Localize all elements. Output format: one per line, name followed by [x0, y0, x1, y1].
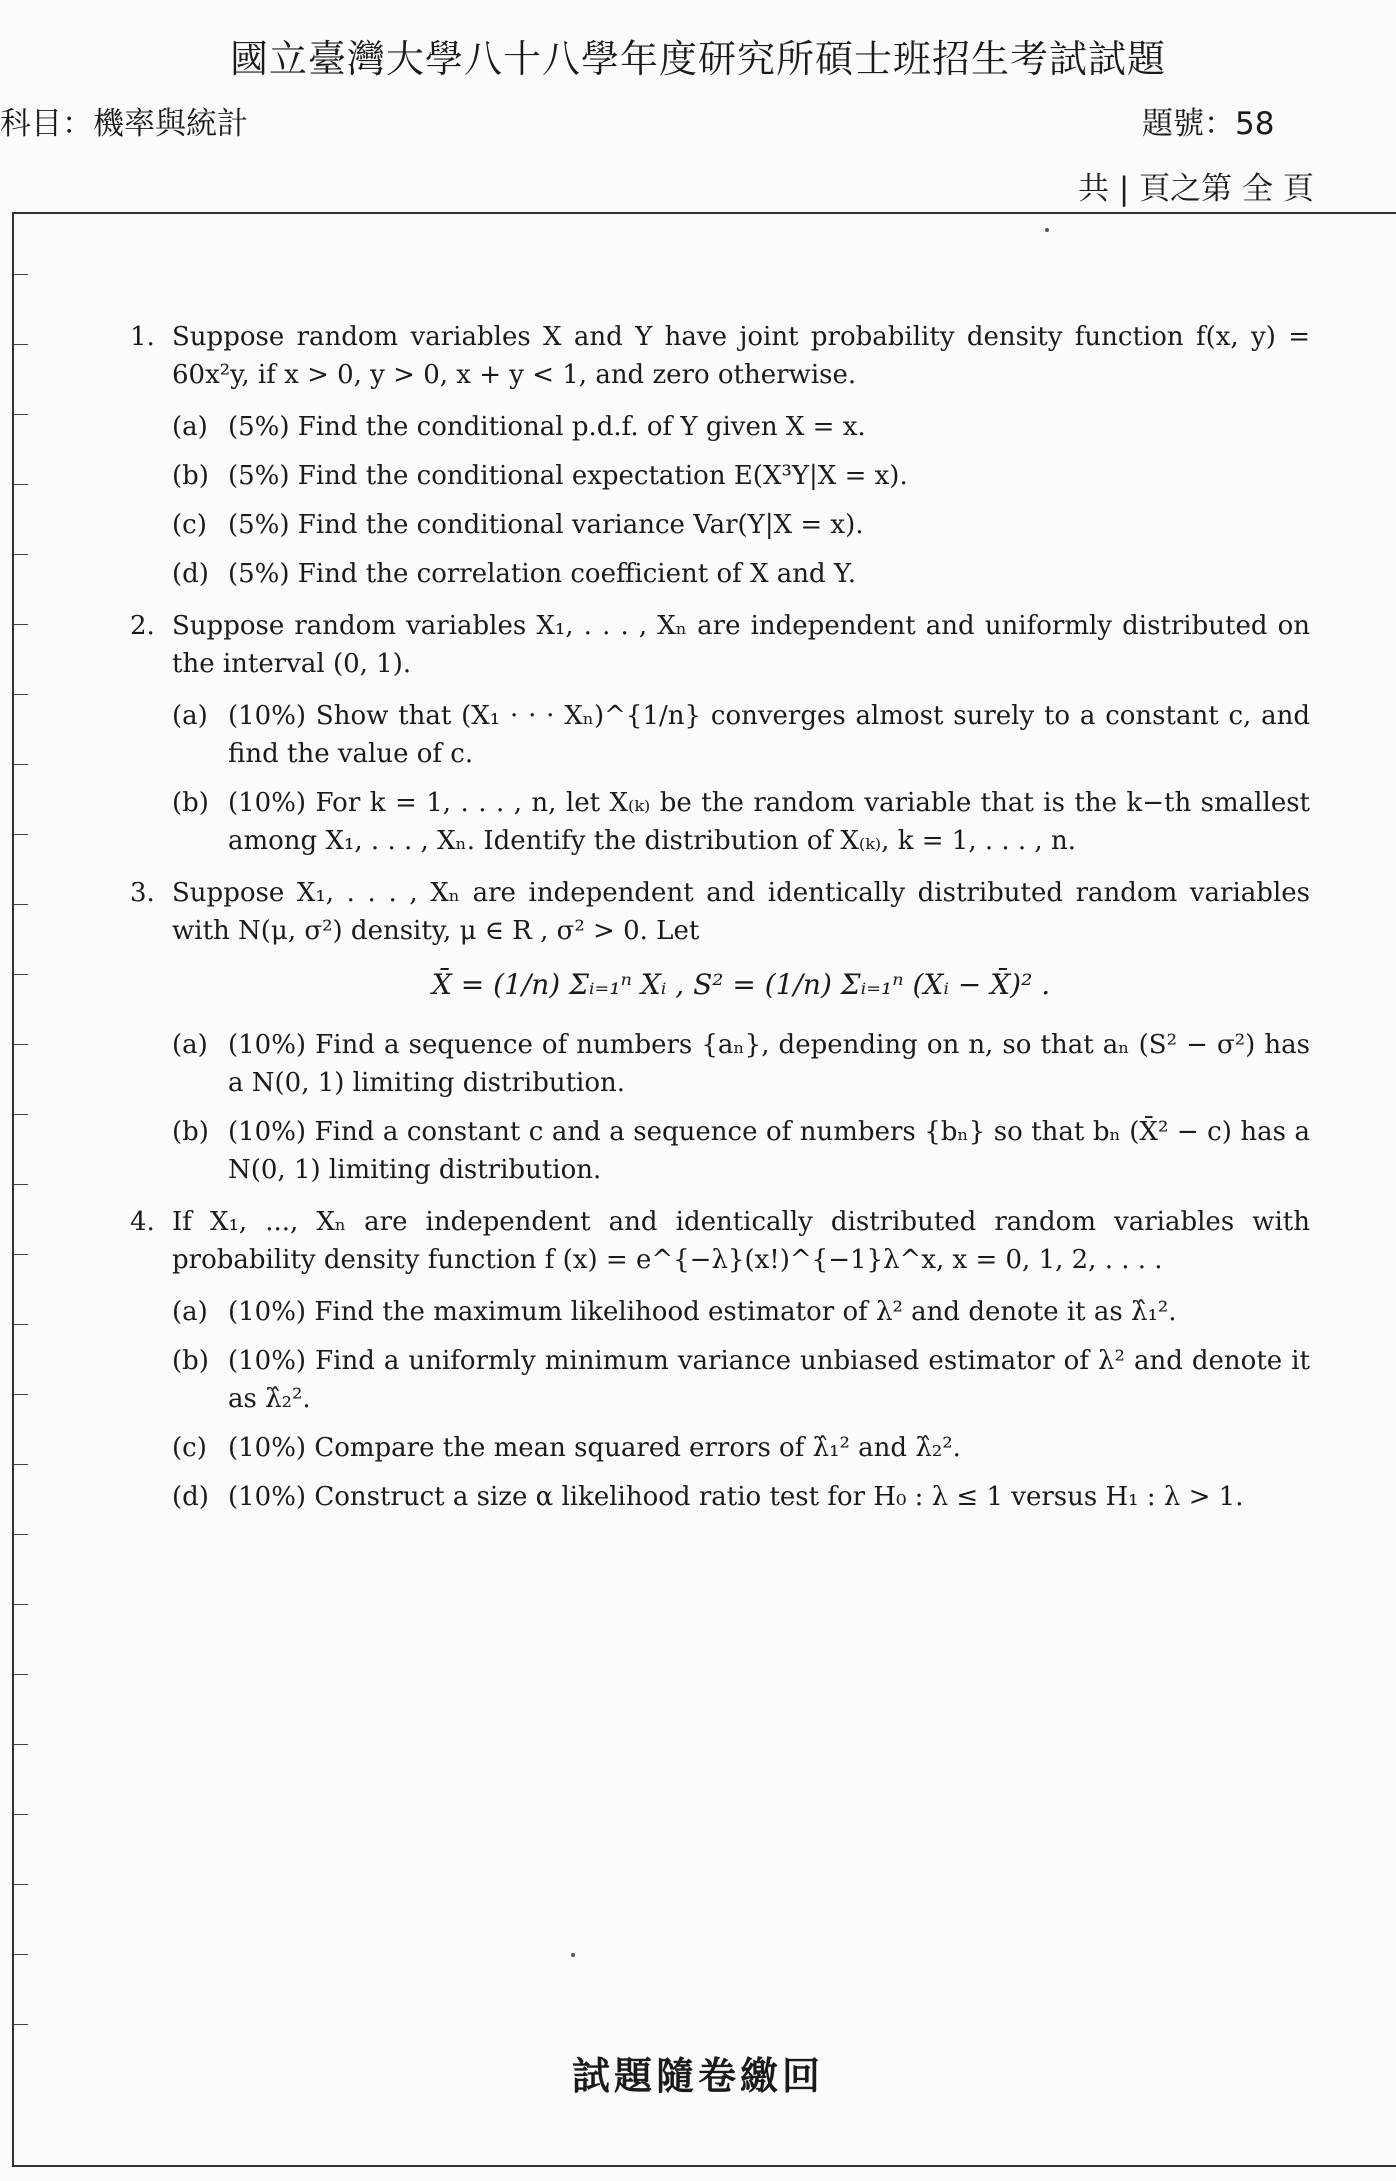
part-text: (5%) Find the correlation coefficient of X and Y. — [228, 559, 857, 589]
question-1-part-a — [172, 408, 1310, 446]
exam-title: 國立臺灣大學八十八學年度研究所碩士班招生考試試題 — [229, 37, 1166, 81]
part-label: (b) — [172, 461, 209, 491]
part-label: (a) — [172, 701, 208, 731]
scan-speck — [571, 1953, 575, 1957]
margin-tick — [14, 1954, 28, 1955]
question-1-part-d — [172, 555, 1310, 593]
margin-tick — [14, 624, 28, 625]
margin-tick — [14, 1674, 28, 1675]
question-4-part-d — [172, 1478, 1310, 1516]
part-text: (10%) Show that (X₁ · · · Xₙ)^{1/n} converges almost surely to a constant c, and find the value of c. — [228, 701, 1310, 769]
question-4-part-a — [172, 1293, 1310, 1331]
part-text: (5%) Find the conditional variance Var(Y|X = x). — [228, 510, 864, 540]
question-3-text: Suppose X₁, . . . , Xₙ are independent and identically distributed random variables with N(μ, σ²) density, μ ∈ R , σ² > 0. Let — [172, 878, 1310, 946]
sample-mean-variance-formula: X̄ = (1/n) Σᵢ₌₁ⁿ Xᵢ , S² = (1/n) Σᵢ₌₁ⁿ (Xᵢ − X̄)² . — [431, 968, 1051, 1001]
question-2 — [130, 607, 1310, 860]
part-label: (c) — [172, 510, 207, 540]
part-label: (b) — [172, 1346, 209, 1376]
margin-tick — [14, 1044, 28, 1045]
part-text: (5%) Find the conditional p.d.f. of Y given X = x. — [228, 412, 866, 442]
margin-tick — [14, 1604, 28, 1605]
part-text: (5%) Find the conditional expectation E(X³Y|X = x). — [228, 461, 908, 491]
scan-speck — [1045, 228, 1049, 232]
question-1-part-b — [172, 457, 1310, 495]
question-3-part-b — [172, 1113, 1310, 1189]
part-text: (10%) Find a constant c and a sequence of numbers {bₙ} so that bₙ (X̄² − c) has a N(0, 1) limiting distribution. — [228, 1117, 1310, 1185]
question-1 — [130, 318, 1310, 593]
margin-tick — [14, 974, 28, 975]
part-text: (10%) Find the maximum likelihood estimator of λ² and denote it as λ̂₁². — [228, 1297, 1177, 1327]
question-2-part-a — [172, 697, 1310, 773]
return-exam-notice: 試題隨卷繳回 — [571, 2054, 824, 2098]
margin-tick — [14, 1324, 28, 1325]
question-4-text: If X₁, ..., Xₙ are independent and identically distributed random variables with probability density function f (x) = e^{−λ}(x!)^{−1}λ^x, x = 0, 1, 2, . . . . — [172, 1207, 1310, 1275]
part-text: (10%) For k = 1, . . . , n, let X₍ₖ₎ be the random variable that is the k−th smallest among X₁, . . . , Xₙ. Identify the distribution of X₍ₖ₎, k = 1, . . . , n. — [228, 788, 1310, 856]
part-label: (a) — [172, 412, 208, 442]
margin-tick — [14, 1744, 28, 1745]
part-label: (b) — [172, 1117, 209, 1147]
question-2-number: 2. — [130, 611, 155, 641]
margin-tick — [14, 764, 28, 765]
question-3 — [130, 874, 1310, 1189]
part-label: (b) — [172, 788, 209, 818]
margin-tick — [14, 274, 28, 275]
part-text: (10%) Find a sequence of numbers {aₙ}, depending on n, so that aₙ (S² − σ²) has a N(0, 1) limiting distribution. — [228, 1030, 1310, 1098]
margin-tick — [14, 1814, 28, 1815]
margin-tick — [14, 344, 28, 345]
margin-tick — [14, 904, 28, 905]
margin-tick — [14, 2024, 28, 2025]
question-list — [130, 318, 1310, 1530]
question-2-part-b — [172, 784, 1310, 860]
margin-tick — [14, 554, 28, 555]
question-4-part-b — [172, 1342, 1310, 1418]
question-3-part-a — [172, 1026, 1310, 1102]
margin-tick — [14, 1394, 28, 1395]
page-count-label: 共 | 頁之第 全 頁 — [1078, 171, 1314, 207]
question-number-label: 題號：58 — [1142, 106, 1275, 142]
part-label: (d) — [172, 1482, 209, 1512]
part-label: (d) — [172, 559, 209, 589]
margin-tick — [14, 1114, 28, 1115]
margin-tick — [14, 1254, 28, 1255]
margin-tick — [14, 834, 28, 835]
question-4-number: 4. — [130, 1207, 155, 1237]
margin-tick — [14, 1184, 28, 1185]
margin-tick — [14, 414, 28, 415]
question-2-text: Suppose random variables X₁, . . . , Xₙ are independent and uniformly distributed on the interval (0, 1). — [172, 611, 1310, 679]
exam-subject: 科目：機率與統計 — [0, 106, 248, 142]
question-4-part-c — [172, 1429, 1310, 1467]
part-text: (10%) Find a uniformly minimum variance unbiased estimator of λ² and denote it as λ̂₂². — [228, 1346, 1310, 1414]
question-4 — [130, 1203, 1310, 1516]
margin-tick — [14, 694, 28, 695]
part-text: (10%) Compare the mean squared errors of λ̂₁² and λ̂₂². — [228, 1433, 961, 1463]
question-1-part-c — [172, 506, 1310, 544]
margin-tick — [14, 1464, 28, 1465]
question-1-number: 1. — [130, 322, 155, 352]
margin-tick — [14, 484, 28, 485]
part-label: (a) — [172, 1030, 208, 1060]
margin-tick — [14, 1534, 28, 1535]
part-label: (c) — [172, 1433, 207, 1463]
question-1-text: Suppose random variables X and Y have joint probability density function f(x, y) = 60x²y, if x > 0, y > 0, x + y < 1, and zero otherwise. — [172, 322, 1310, 390]
part-text: (10%) Construct a size α likelihood ratio test for H₀ : λ ≤ 1 versus H₁ : λ > 1. — [228, 1482, 1244, 1512]
part-label: (a) — [172, 1297, 208, 1327]
margin-tick — [14, 1884, 28, 1885]
question-3-number: 3. — [130, 878, 155, 908]
